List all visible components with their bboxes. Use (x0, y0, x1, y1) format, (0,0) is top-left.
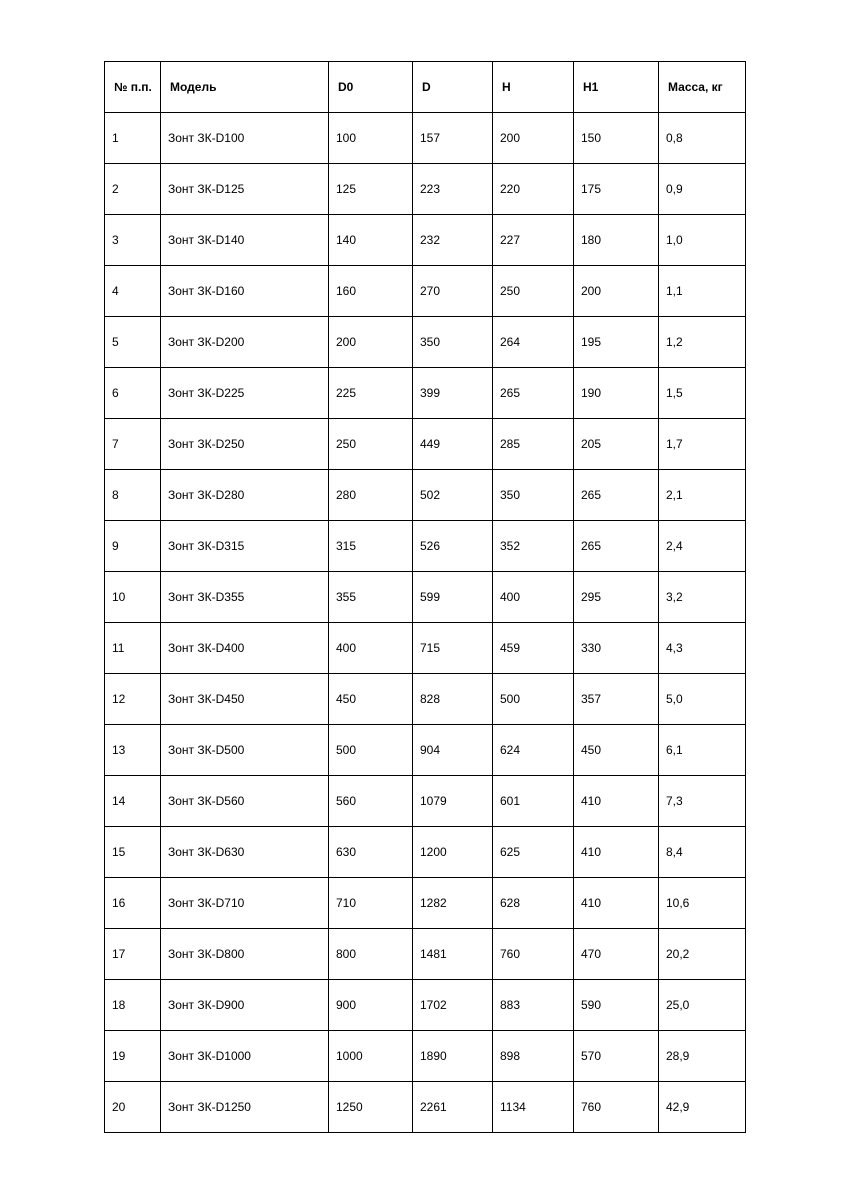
cell-model: Зонт ЗК-D900 (161, 980, 329, 1031)
header-cell-d: D (413, 62, 493, 113)
cell-h1: 410 (574, 776, 659, 827)
cell-mass: 25,0 (659, 980, 746, 1031)
cell-h: 250 (493, 266, 574, 317)
table-row (105, 113, 746, 164)
cell-h: 883 (493, 980, 574, 1031)
cell-d0: 315 (329, 521, 413, 572)
cell-mass: 28,9 (659, 1031, 746, 1082)
cell-index: 7 (105, 419, 161, 470)
cell-index: 15 (105, 827, 161, 878)
cell-model: Зонт ЗК-D100 (161, 113, 329, 164)
cell-d0: 1250 (329, 1082, 413, 1133)
cell-d: 1200 (413, 827, 493, 878)
cell-d: 526 (413, 521, 493, 572)
cell-h: 350 (493, 470, 574, 521)
cell-index: 1 (105, 113, 161, 164)
table-row (105, 623, 746, 674)
cell-h1: 590 (574, 980, 659, 1031)
cell-h1: 205 (574, 419, 659, 470)
cell-mass: 5,0 (659, 674, 746, 725)
cell-h: 200 (493, 113, 574, 164)
header-cell-model: Модель (161, 62, 329, 113)
cell-model: Зонт ЗК-D800 (161, 929, 329, 980)
cell-h: 1134 (493, 1082, 574, 1133)
cell-d: 1702 (413, 980, 493, 1031)
cell-index: 4 (105, 266, 161, 317)
cell-d: 828 (413, 674, 493, 725)
cell-h1: 760 (574, 1082, 659, 1133)
cell-model: Зонт ЗК-D225 (161, 368, 329, 419)
cell-h: 459 (493, 623, 574, 674)
table-row (105, 725, 746, 776)
header-row (105, 62, 746, 113)
cell-h1: 150 (574, 113, 659, 164)
cell-index: 12 (105, 674, 161, 725)
cell-mass: 4,3 (659, 623, 746, 674)
cell-index: 2 (105, 164, 161, 215)
cell-mass: 8,4 (659, 827, 746, 878)
cell-index: 5 (105, 317, 161, 368)
cell-index: 17 (105, 929, 161, 980)
table-row (105, 572, 746, 623)
cell-index: 20 (105, 1082, 161, 1133)
cell-d0: 400 (329, 623, 413, 674)
cell-model: Зонт ЗК-D125 (161, 164, 329, 215)
cell-d: 904 (413, 725, 493, 776)
cell-d0: 1000 (329, 1031, 413, 1082)
table-row (105, 929, 746, 980)
table-row (105, 215, 746, 266)
cell-h1: 330 (574, 623, 659, 674)
cell-index: 18 (105, 980, 161, 1031)
cell-index: 3 (105, 215, 161, 266)
table-row (105, 266, 746, 317)
cell-d0: 200 (329, 317, 413, 368)
cell-model: Зонт ЗК-D315 (161, 521, 329, 572)
cell-index: 8 (105, 470, 161, 521)
cell-d: 350 (413, 317, 493, 368)
cell-d: 2261 (413, 1082, 493, 1133)
header-cell-h: H (493, 62, 574, 113)
cell-h1: 570 (574, 1031, 659, 1082)
cell-mass: 1,2 (659, 317, 746, 368)
table-row (105, 878, 746, 929)
cell-d0: 800 (329, 929, 413, 980)
cell-h1: 180 (574, 215, 659, 266)
cell-model: Зонт ЗК-D630 (161, 827, 329, 878)
cell-d0: 500 (329, 725, 413, 776)
cell-mass: 20,2 (659, 929, 746, 980)
cell-h: 352 (493, 521, 574, 572)
table-row (105, 1031, 746, 1082)
cell-model: Зонт ЗК-D400 (161, 623, 329, 674)
header-cell-d0: D0 (329, 62, 413, 113)
header-cell-mass: Масса, кг (659, 62, 746, 113)
cell-mass: 3,2 (659, 572, 746, 623)
table-body (105, 113, 746, 1133)
cell-h: 601 (493, 776, 574, 827)
cell-d0: 900 (329, 980, 413, 1031)
cell-model: Зонт ЗК-D710 (161, 878, 329, 929)
table-row (105, 1082, 746, 1133)
cell-d: 449 (413, 419, 493, 470)
cell-d: 1890 (413, 1031, 493, 1082)
cell-index: 19 (105, 1031, 161, 1082)
cell-h: 220 (493, 164, 574, 215)
cell-d: 1282 (413, 878, 493, 929)
cell-index: 16 (105, 878, 161, 929)
cell-h: 625 (493, 827, 574, 878)
cell-index: 10 (105, 572, 161, 623)
cell-d: 1481 (413, 929, 493, 980)
cell-d: 599 (413, 572, 493, 623)
cell-d0: 355 (329, 572, 413, 623)
cell-mass: 10,6 (659, 878, 746, 929)
cell-d0: 160 (329, 266, 413, 317)
cell-d: 502 (413, 470, 493, 521)
table-row (105, 827, 746, 878)
cell-d0: 280 (329, 470, 413, 521)
cell-d: 1079 (413, 776, 493, 827)
cell-mass: 1,5 (659, 368, 746, 419)
cell-d0: 560 (329, 776, 413, 827)
cell-index: 13 (105, 725, 161, 776)
cell-h: 898 (493, 1031, 574, 1082)
cell-index: 6 (105, 368, 161, 419)
cell-d: 270 (413, 266, 493, 317)
cell-model: Зонт ЗК-D1000 (161, 1031, 329, 1082)
cell-mass: 1,0 (659, 215, 746, 266)
table-row (105, 674, 746, 725)
specifications-table (104, 61, 746, 1133)
header-cell-index: № п.п. (105, 62, 161, 113)
cell-d0: 250 (329, 419, 413, 470)
cell-h: 227 (493, 215, 574, 266)
cell-model: Зонт ЗК-D355 (161, 572, 329, 623)
cell-d0: 710 (329, 878, 413, 929)
cell-h1: 265 (574, 521, 659, 572)
cell-index: 11 (105, 623, 161, 674)
cell-model: Зонт ЗК-D560 (161, 776, 329, 827)
cell-h: 500 (493, 674, 574, 725)
cell-h1: 265 (574, 470, 659, 521)
cell-d: 399 (413, 368, 493, 419)
cell-d: 232 (413, 215, 493, 266)
cell-h1: 175 (574, 164, 659, 215)
table-row (105, 521, 746, 572)
cell-model: Зонт ЗК-D1250 (161, 1082, 329, 1133)
cell-d: 223 (413, 164, 493, 215)
cell-d: 157 (413, 113, 493, 164)
cell-h: 265 (493, 368, 574, 419)
cell-model: Зонт ЗК-D450 (161, 674, 329, 725)
cell-h1: 410 (574, 827, 659, 878)
cell-h: 400 (493, 572, 574, 623)
table-row (105, 419, 746, 470)
cell-d0: 125 (329, 164, 413, 215)
table-row (105, 368, 746, 419)
cell-h1: 295 (574, 572, 659, 623)
cell-h1: 410 (574, 878, 659, 929)
table-row (105, 980, 746, 1031)
cell-h: 760 (493, 929, 574, 980)
table-header (105, 62, 746, 113)
cell-d0: 140 (329, 215, 413, 266)
cell-d0: 630 (329, 827, 413, 878)
cell-d: 715 (413, 623, 493, 674)
cell-model: Зонт ЗК-D500 (161, 725, 329, 776)
cell-d0: 100 (329, 113, 413, 164)
cell-mass: 7,3 (659, 776, 746, 827)
header-cell-h1: H1 (574, 62, 659, 113)
cell-d0: 225 (329, 368, 413, 419)
cell-h: 264 (493, 317, 574, 368)
cell-model: Зонт ЗК-D140 (161, 215, 329, 266)
cell-index: 9 (105, 521, 161, 572)
cell-mass: 6,1 (659, 725, 746, 776)
cell-h: 628 (493, 878, 574, 929)
cell-mass: 1,7 (659, 419, 746, 470)
table-row (105, 164, 746, 215)
cell-model: Зонт ЗК-D250 (161, 419, 329, 470)
cell-mass: 2,4 (659, 521, 746, 572)
cell-h1: 357 (574, 674, 659, 725)
cell-d0: 450 (329, 674, 413, 725)
cell-model: Зонт ЗК-D160 (161, 266, 329, 317)
cell-mass: 2,1 (659, 470, 746, 521)
cell-h1: 190 (574, 368, 659, 419)
table-row (105, 317, 746, 368)
table-row (105, 470, 746, 521)
cell-model: Зонт ЗК-D280 (161, 470, 329, 521)
cell-h: 624 (493, 725, 574, 776)
cell-mass: 0,8 (659, 113, 746, 164)
cell-mass: 1,1 (659, 266, 746, 317)
cell-h1: 450 (574, 725, 659, 776)
cell-h: 285 (493, 419, 574, 470)
cell-mass: 42,9 (659, 1082, 746, 1133)
cell-h1: 195 (574, 317, 659, 368)
cell-index: 14 (105, 776, 161, 827)
cell-model: Зонт ЗК-D200 (161, 317, 329, 368)
cell-mass: 0,9 (659, 164, 746, 215)
cell-h1: 470 (574, 929, 659, 980)
table-row (105, 776, 746, 827)
cell-h1: 200 (574, 266, 659, 317)
